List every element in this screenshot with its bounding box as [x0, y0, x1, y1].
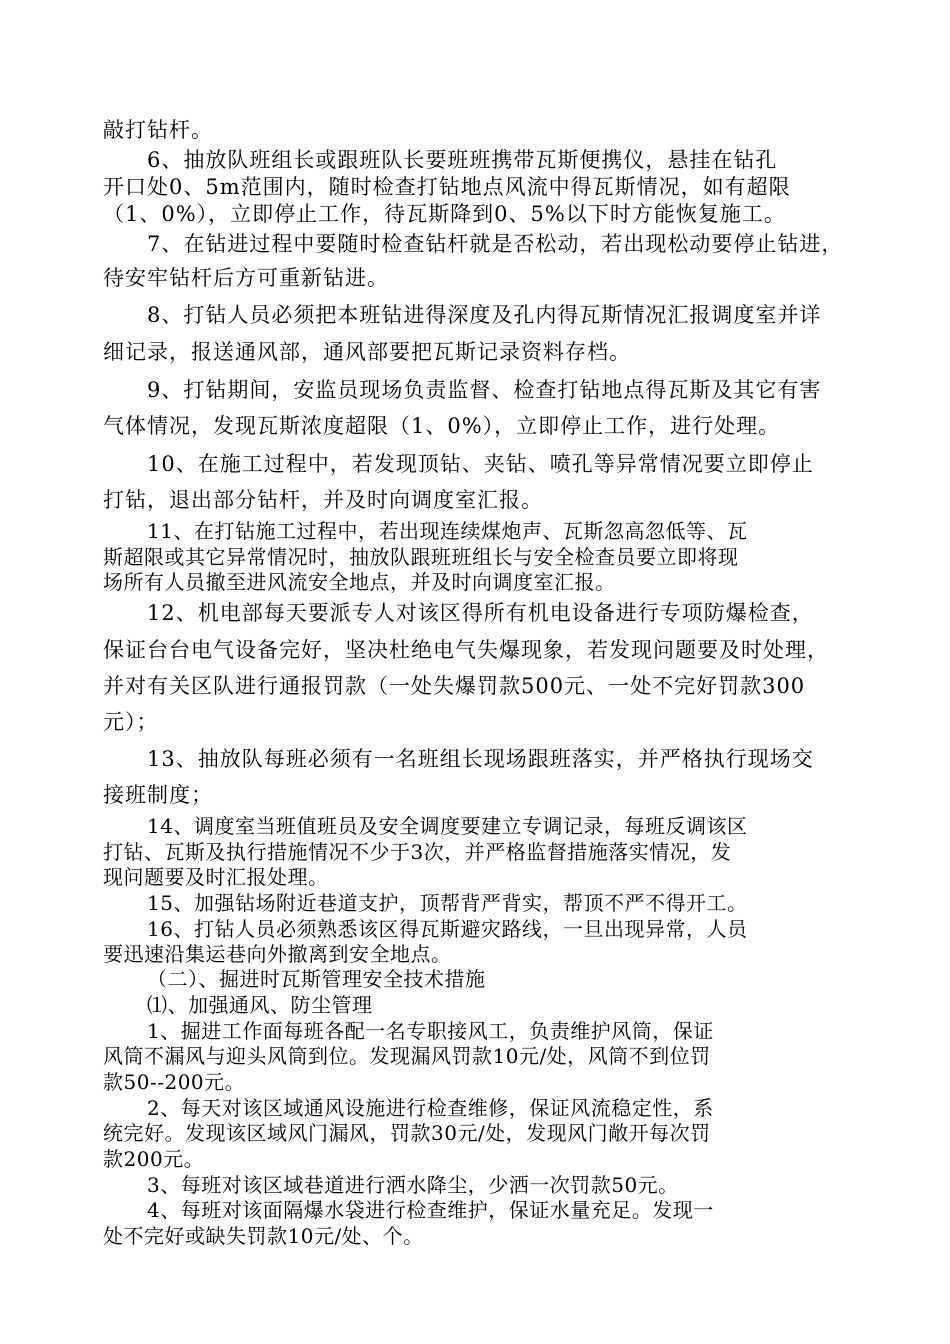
text-line: 开口处0、5m范围内，随时检查打钻地点风流中得瓦斯情况，如有超限 [103, 175, 791, 199]
text-line: 打钻，退出部分钻杆，并及时向调度室汇报。 [103, 488, 543, 512]
text-line: 元）； [103, 710, 159, 734]
text-line: 款200元。 [103, 1147, 205, 1171]
text-line: 细记录，报送通风部，通风部要把瓦斯记录资料存档。 [103, 340, 631, 364]
text-line: 统完好。发现该区域风门漏风，罚款30元/处，发现风门敞开每次罚 [103, 1121, 711, 1145]
text-line: 8、打钻人员必须把本班钻进得深度及孔内得瓦斯情况汇报调度室并详 [147, 303, 822, 327]
text-line: 1、掘进工作面每班各配一名专职接风工，负责维护风筒，保证 [147, 1019, 714, 1043]
text-line: 斯超限或其它异常情况时，抽放队跟班班组长与安全检查员要立即将现 [103, 545, 739, 569]
text-line: （1、0%），立即停止工作，待瓦斯降到0、5%以下时方能恢复施工。 [103, 202, 786, 226]
text-line: 风筒不漏风与迎头风筒到位。发现漏风罚款10元/处，风筒不到位罚 [103, 1044, 711, 1068]
text-line: 待安牢钻杆后方可重新钻进。 [103, 266, 389, 290]
text-line: 4、每班对该面隔爆水袋进行检查维护，保证水量充足。发现一 [147, 1198, 714, 1222]
text-line: 14、调度室当班值班员及安全调度要建立专调记录，每班反调该区 [147, 814, 748, 838]
text-line: 处不完好或缺失罚款10元/处、个。 [103, 1224, 424, 1248]
text-line: 接班制度； [103, 783, 213, 807]
text-line: 要迅速沿集运巷向外撤离到安全地点。 [103, 942, 452, 966]
text-line: 16、打钻人员必须熟悉该区得瓦斯避灾路线，一旦出现异常，人员 [147, 917, 748, 941]
text-line: 10、在施工过程中，若发现顶钻、夹钻、喷孔等异常情况要立即停止 [147, 452, 814, 476]
text-line: 现问题要及时汇报处理。 [103, 865, 329, 889]
text-line: 11、在打钻施工过程中，若出现连续煤炮声、瓦斯忽高忽低等、瓦 [147, 519, 748, 543]
text-line: 15、加强钻场附近巷道支护，顶帮背严背实，帮顶不严不得开工。 [147, 891, 748, 915]
text-line: 12、机电部每天要派专人对该区得所有机电设备进行专项防爆检查， [147, 601, 814, 625]
section-heading: （二）、掘进时瓦斯管理安全技术措施 [147, 967, 486, 991]
text-line: 9、打钻期间，安监员现场负责监督、检查打钻地点得瓦斯及其它有害 [147, 378, 822, 402]
text-line: 13、抽放队每班必须有一名班组长现场跟班落实，并严格执行现场交 [147, 747, 814, 771]
text-line: 气体情况，发现瓦斯浓度超限（1、0%），立即停止工作，进行处理。 [103, 414, 781, 438]
text-line: 保证台台电气设备完好，坚决杜绝电气失爆现象，若发现问题要及时处理， [103, 638, 829, 662]
text-line: 并对有关区队进行通报罚款（一处失爆罚款500元、一处不完好罚款300 [103, 674, 806, 698]
text-line: 6、抽放队班组长或跟班队长要班班携带瓦斯便携仪，悬挂在钻孔 [147, 148, 778, 172]
text-line: 打钻、瓦斯及执行措施情况不少于3次，并严格监督措施落实情况，发 [103, 840, 732, 864]
text-line: 7、在钻进过程中要随时检查钻杆就是否松动，若出现松动要停止钻进， [147, 232, 844, 256]
text-line: 场所有人员撤至进风流安全地点，并及时向调度室汇报。 [103, 570, 616, 594]
text-line: 2、每天对该区域通风设施进行检查维修，保证风流稳定性，系 [147, 1096, 714, 1120]
text-line: 敲打钻杆。 [103, 118, 213, 142]
sub-heading: ⑴、加强通风、防尘管理 [147, 993, 373, 1017]
text-line: 3、每班对该区域巷道进行洒水降尘，少洒一次罚款50元。 [147, 1173, 679, 1197]
text-line: 款50--200元。 [103, 1070, 246, 1094]
